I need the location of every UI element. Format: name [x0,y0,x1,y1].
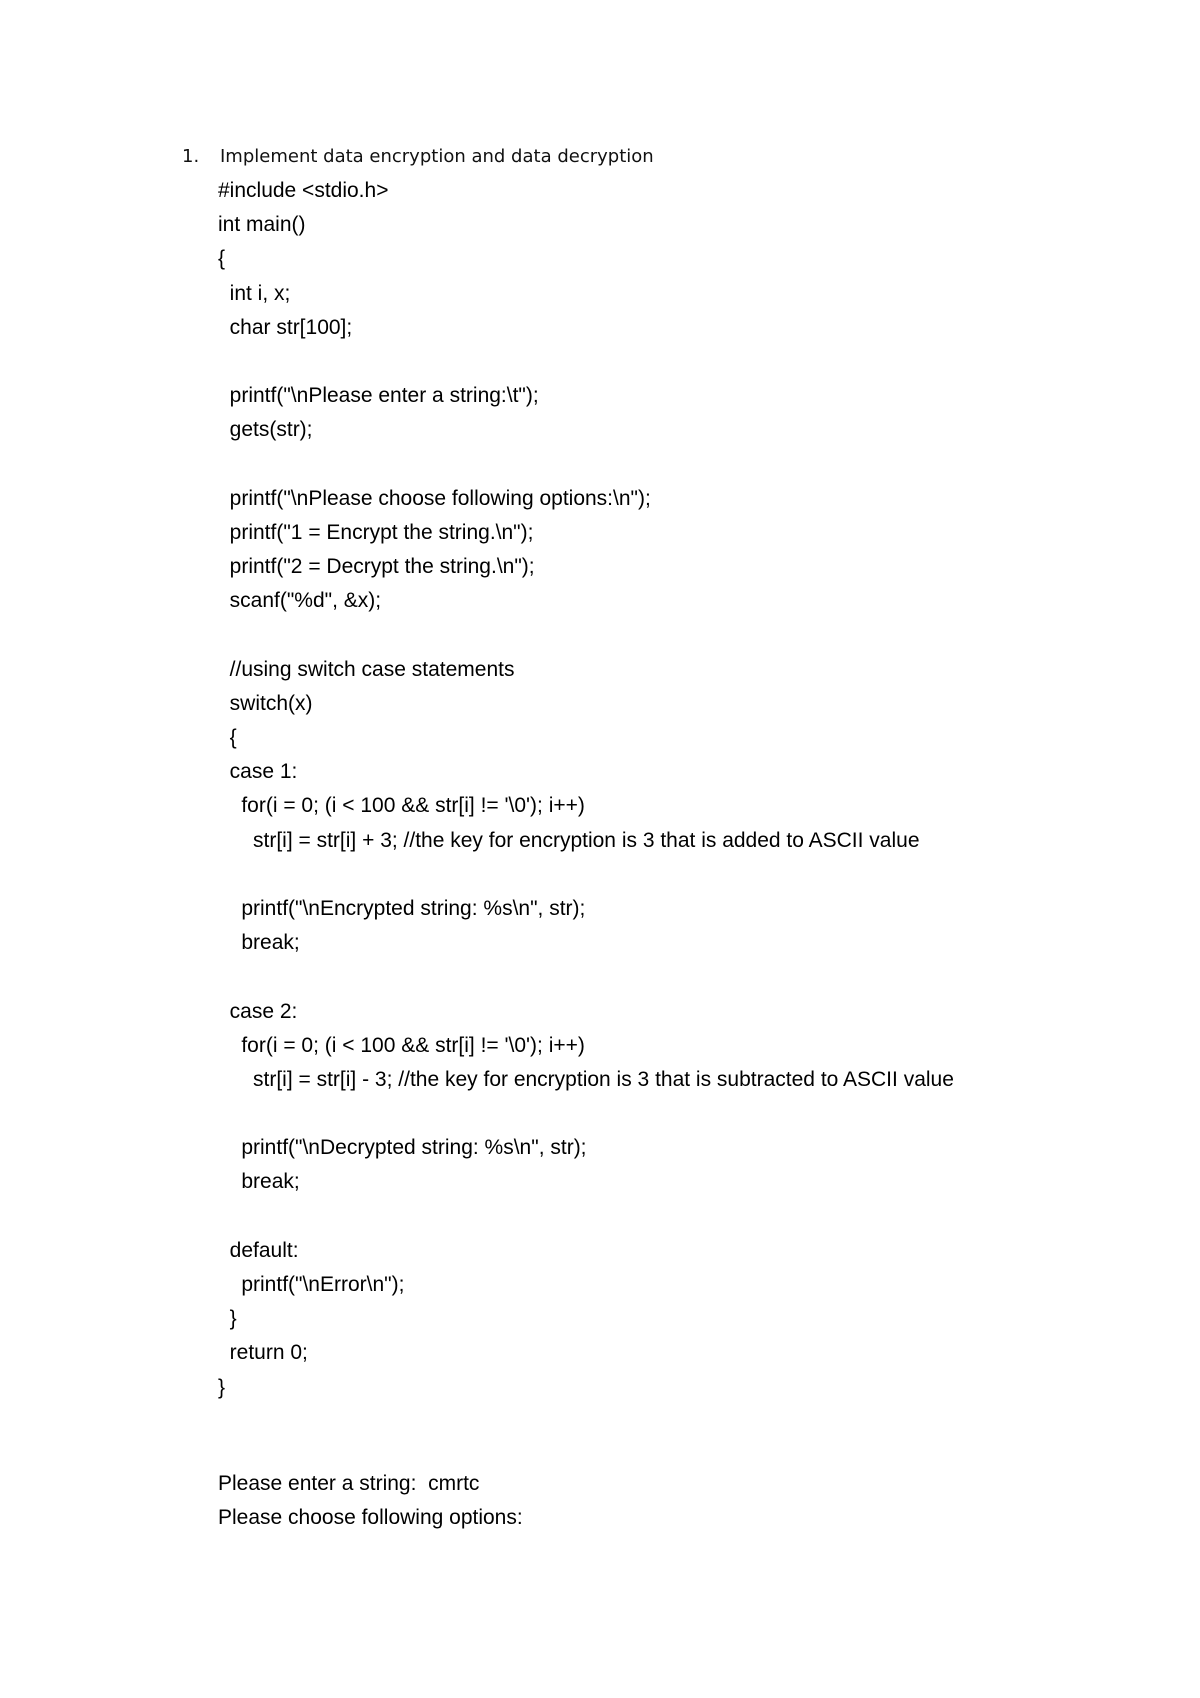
list-number: 1. [182,146,200,167]
code-line: return 0; [218,1341,308,1365]
code-line: for(i = 0; (i < 100 && str[i] != '\0'); i++) [218,1033,585,1057]
code-line: printf("1 = Encrypt the string.\n"); [218,520,534,544]
code-line [218,618,954,652]
code-line: scanf("%d", &x); [218,589,382,613]
code-line: case 2: [218,999,298,1023]
code-line: default: [218,1238,299,1262]
code-line: } [218,1307,237,1331]
code-line: #include <stdio.h> [218,179,389,202]
code-line: char str[100]; [218,315,353,339]
code-line: { [218,726,237,749]
code-block [218,174,954,1405]
code-line: //using switch case statements [218,657,515,681]
code-line: break; [218,931,300,955]
code-line: printf("\nEncrypted string: %s\n", str); [218,896,586,920]
code-line [218,858,954,892]
code-line: case 1: [218,760,298,784]
code-line: { [218,247,226,271]
code-line [218,1200,954,1234]
code-line: switch(x) [218,691,313,715]
code-line [218,448,954,482]
code-line: str[i] = str[i] - 3; //the key for encryption is 3 that is subtracted to ASCII value [218,1067,954,1091]
code-line: printf("\nDecrypted string: %s\n", str); [218,1136,587,1160]
code-line: break; [218,1170,300,1194]
code-line: int i, x; [218,281,291,305]
code-line [218,960,954,994]
code-line: printf("\nError\n"); [218,1273,405,1296]
code-line: printf("\nPlease choose following options:\n"); [218,486,651,510]
program-output [218,1467,523,1535]
output-line: Please enter a string: cmrtc [218,1472,480,1495]
code-line: for(i = 0; (i < 100 && str[i] != '\0'); i++) [218,794,585,818]
heading-text: Implement data encryption and data decryption [220,146,654,167]
code-line: printf("2 = Decrypt the string.\n"); [218,555,535,579]
code-line: printf("\nPlease enter a string:\t"); [218,384,539,408]
list-item-heading [182,146,654,174]
code-line [218,1097,954,1131]
code-line: str[i] = str[i] + 3; //the key for encryption is 3 that is added to ASCII value [218,828,920,852]
code-line: gets(str); [218,418,313,442]
code-line: } [218,1375,226,1399]
code-line [218,345,954,379]
code-line: int main() [218,213,306,237]
output-line: Please choose following options: [218,1506,523,1529]
